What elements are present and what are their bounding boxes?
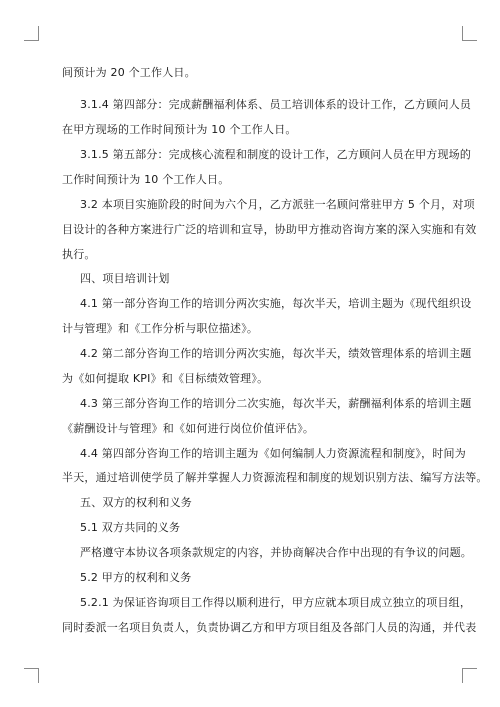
text-line: 3.1.4 第四部分：完成薪酬福利体系、员工培训体系的设计工作，乙方顾问人员 bbox=[80, 98, 472, 111]
text-line: 目设计的各种方案进行广泛的培训和宣导，协助甲方推动咨询方案的深入实施和有效 bbox=[62, 223, 477, 236]
subsection-heading: 5.2 甲方的权利和义务 bbox=[80, 571, 192, 584]
crop-mark-bottom-right bbox=[462, 668, 477, 683]
text-line: 为《如何提取 KPI》和《目标绩效管理》。 bbox=[62, 372, 269, 385]
text-line: 严格遵守本协议各项条款规定的内容，并协商解决合作中出现的有争议的问题。 bbox=[80, 546, 472, 559]
text-line: 半天，通过培训使学员了解并掌握人力资源流程和制度的规划识别方法、编写方法等。 bbox=[62, 471, 488, 484]
crop-mark-top-left bbox=[24, 26, 39, 41]
text-line: 计与管理》和《工作分析与职位描述》。 bbox=[62, 322, 259, 335]
subsection-heading: 5.1 双方共同的义务 bbox=[80, 521, 181, 534]
text-line: 3.2 本项目实施阶段的时间为六个月，乙方派驻一名顾问常驻甲方 5 个月，对项 bbox=[80, 198, 475, 211]
crop-mark-bottom-left bbox=[24, 668, 39, 683]
crop-mark-top-right bbox=[462, 26, 477, 41]
text-line: 在甲方现场的工作时间预计为 10 个工作人日。 bbox=[62, 123, 297, 136]
text-line: 间预计为 20 个工作人日。 bbox=[62, 66, 196, 79]
text-line: 同时委派一名项目负责人，负责协调乙方和甲方项目组及各部门人员的沟通，并代表 bbox=[62, 621, 477, 634]
text-line: 3.1.5 第五部分：完成核心流程和制度的设计工作，乙方顾问人员在甲方现场的 bbox=[80, 148, 472, 161]
text-line: 执行。 bbox=[62, 248, 96, 261]
text-line: 4.2 第二部分咨询工作的培训分两次实施，每次半天，绩效管理体系的培训主题 bbox=[80, 347, 472, 360]
text-line: 工作时间预计为 10 个工作人日。 bbox=[62, 173, 230, 186]
text-line: 5.2.1 为保证咨询项目工作得以顺利进行，甲方应就本项目成立独立的项目组， bbox=[80, 596, 472, 609]
text-line: 《薪酬设计与管理》和《如何进行岗位价值评估》。 bbox=[62, 422, 315, 435]
section-heading: 四、项目培训计划 bbox=[80, 272, 170, 285]
text-line: 4.3 第三部分咨询工作的培训分二次实施，每次半天，薪酬福利体系的培训主题 bbox=[80, 397, 472, 410]
section-heading: 五、双方的权利和义务 bbox=[80, 496, 192, 509]
text-line: 4.4 第四部分咨询工作的培训主题为《如何编制人力资源流程和制度》，时间为 bbox=[80, 447, 466, 460]
text-line: 4.1 第一部分咨询工作的培训分两次实施，每次半天，培训主题为《现代组织设 bbox=[80, 297, 472, 310]
